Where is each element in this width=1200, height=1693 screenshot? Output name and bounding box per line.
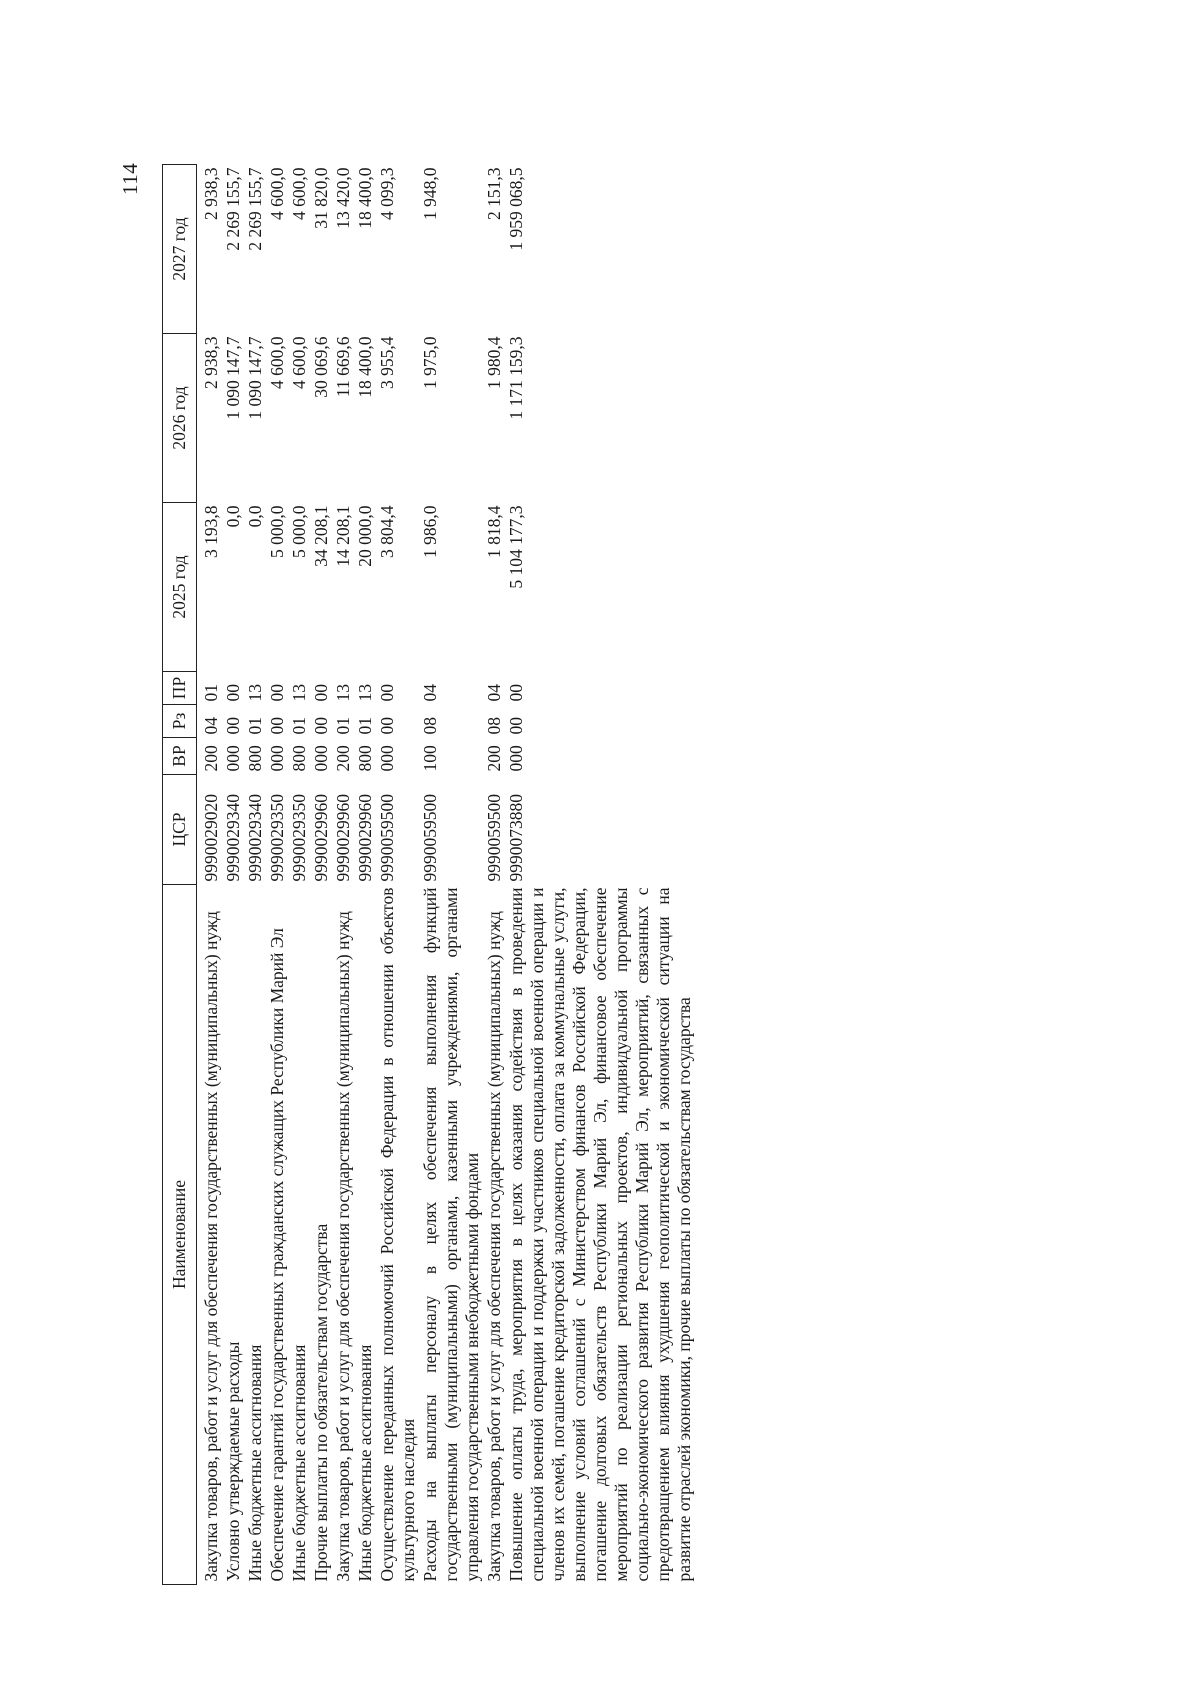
row-vr: 000 <box>506 745 526 772</box>
row-vr: 800 <box>355 745 375 772</box>
row-name: Повышение оплаты труда, мероприятия в целях оказания содействия в проведении специальной военной операции и поддержки участников специальной военной операции и членов их семей, погашение кредиторской задолженности, оплата за коммунальные услуги, выполнение условий соглашений с Министерством финансов Российской Федерации, погашение долговых обязательств Республики Марий Эл, финансовое обеспечение мероприятий по реализации региональных проектов, индивидуальной программы социально-экономического развития Республики Марий Эл, мероприятий, связанных с предотвращением влияния ухудшения геополитической и экономической ситуации на развитие отраслей экономики, прочие выплаты по обязательствам государства <box>506 887 694 1582</box>
row-pr: 00 <box>223 684 243 702</box>
row-2025: 5 104 177,3 <box>506 505 526 589</box>
header-csr: ЦСР <box>163 775 197 885</box>
row-rz: 00 <box>506 717 526 735</box>
table-row <box>354 165 376 1585</box>
row-pr: 13 <box>333 684 353 702</box>
row-csr: 9990059500 <box>377 794 397 882</box>
row-vr: 000 <box>223 745 243 772</box>
row-rz: 01 <box>289 717 309 735</box>
row-2025: 20 000,0 <box>355 505 375 567</box>
row-vr: 200 <box>201 745 221 772</box>
row-csr: 9990059500 <box>420 794 440 882</box>
row-2027: 13 420,0 <box>333 167 353 229</box>
row-2025: 34 208,1 <box>311 505 331 567</box>
header-rz: Рз <box>163 705 197 738</box>
row-rz: 00 <box>377 717 397 735</box>
row-vr: 000 <box>267 745 287 772</box>
row-2027: 2 151,3 <box>484 167 504 220</box>
table-header <box>163 165 197 1585</box>
row-pr: 13 <box>355 684 375 702</box>
row-2027: 1 948,0 <box>420 167 440 220</box>
table-row <box>310 165 332 1585</box>
row-2026: 4 600,0 <box>267 336 287 389</box>
row-2025: 3 193,8 <box>201 505 221 558</box>
row-csr: 9990029340 <box>245 794 265 882</box>
table-row <box>244 165 266 1585</box>
row-rz: 08 <box>420 717 440 735</box>
table-row <box>332 165 354 1585</box>
row-name: Иные бюджетные ассигнования <box>245 1344 265 1582</box>
row-pr: 13 <box>245 684 265 702</box>
row-name: Обеспечение гарантий государственных гражданских служащих Республики Марий Эл <box>267 928 287 1582</box>
row-name: Иные бюджетные ассигнования <box>289 1344 309 1582</box>
row-csr: 9990029960 <box>333 794 353 882</box>
row-pr: 04 <box>420 684 440 702</box>
row-2025: 5 000,0 <box>289 505 309 558</box>
row-csr: 9990029350 <box>289 794 309 882</box>
header-2026: 2026 год <box>163 334 197 503</box>
row-pr: 00 <box>377 684 397 702</box>
row-2026: 1 090 147,7 <box>223 336 243 420</box>
row-csr: 9990029960 <box>311 794 331 882</box>
row-csr: 9990073880 <box>506 794 526 882</box>
row-pr: 00 <box>267 684 287 702</box>
row-2025: 5 000,0 <box>267 505 287 558</box>
row-name: Осуществление переданных полномочий Российской Федерации в отношении объектов культурного наследия <box>377 887 418 1582</box>
row-name: Закупка товаров, работ и услуг для обеспечения государственных (муниципальных) нужд <box>333 911 353 1582</box>
row-2025: 14 208,1 <box>333 505 353 567</box>
header-2025: 2025 год <box>163 503 197 672</box>
row-vr: 200 <box>484 745 504 772</box>
header-pr: ПР <box>163 672 197 705</box>
rotated-page-content <box>118 162 1042 1585</box>
budget-table <box>162 164 695 1585</box>
table-row <box>197 165 223 1585</box>
row-2025: 0,0 <box>245 505 265 528</box>
row-rz: 04 <box>201 717 221 735</box>
header-2027: 2027 год <box>163 165 197 334</box>
header-vr: ВР <box>163 738 197 775</box>
row-2027: 31 820,0 <box>311 167 331 229</box>
table-row <box>266 165 288 1585</box>
row-rz: 00 <box>267 717 287 735</box>
row-vr: 100 <box>420 745 440 772</box>
row-rz: 01 <box>245 717 265 735</box>
row-rz: 01 <box>355 717 375 735</box>
row-csr: 9990059500 <box>484 794 504 882</box>
row-2025: 0,0 <box>223 505 243 528</box>
row-2025: 1 986,0 <box>420 505 440 558</box>
table-row <box>376 165 419 1585</box>
row-vr: 000 <box>377 745 397 772</box>
row-rz: 01 <box>333 717 353 735</box>
row-pr: 00 <box>311 684 331 702</box>
row-name: Расходы на выплаты персоналу в целях обеспечения выполнения функций государственными (муниципальными) органами, казенными учреждениями, органами управления государственными внебюджетными фондами <box>420 887 482 1582</box>
row-name: Закупка товаров, работ и услуг для обеспечения государственных (муниципальных) нужд <box>201 911 221 1582</box>
row-2027: 2 938,3 <box>201 167 221 220</box>
row-pr: 13 <box>289 684 309 702</box>
table-row <box>483 165 505 1585</box>
row-2027: 1 959 068,5 <box>506 167 526 251</box>
row-2027: 4 600,0 <box>289 167 309 220</box>
row-2026: 1 090 147,7 <box>245 336 265 420</box>
row-2027: 4 099,3 <box>377 167 397 220</box>
row-vr: 800 <box>289 745 309 772</box>
table-row <box>288 165 310 1585</box>
row-2025: 1 818,4 <box>484 505 504 558</box>
row-2026: 3 955,4 <box>377 336 397 389</box>
row-pr: 01 <box>201 684 221 702</box>
header-row <box>163 165 197 1585</box>
row-2026: 1 171 159,3 <box>506 336 526 420</box>
row-rz: 08 <box>484 717 504 735</box>
table-row <box>419 165 483 1585</box>
row-name: Условно утверждаемые расходы <box>223 1341 243 1582</box>
row-csr: 9990029350 <box>267 794 287 882</box>
row-name: Иные бюджетные ассигнования <box>355 1344 375 1582</box>
header-name: Наименование <box>163 885 197 1585</box>
row-2027: 18 400,0 <box>355 167 375 229</box>
table-body <box>197 165 696 1585</box>
table-row <box>505 165 695 1585</box>
page-number: 114 <box>118 162 142 195</box>
row-vr: 000 <box>311 745 331 772</box>
row-2026: 1 975,0 <box>420 336 440 389</box>
row-rz: 00 <box>311 717 331 735</box>
row-2026: 11 669,6 <box>333 336 353 398</box>
row-2027: 4 600,0 <box>267 167 287 220</box>
row-2027: 2 269 155,7 <box>245 167 265 251</box>
table-row <box>222 165 244 1585</box>
row-rz: 00 <box>223 717 243 735</box>
row-2025: 3 804,4 <box>377 505 397 558</box>
row-2026: 4 600,0 <box>289 336 309 389</box>
row-2026: 18 400,0 <box>355 336 375 398</box>
row-csr: 9990029960 <box>355 794 375 882</box>
row-name: Прочие выплаты по обязательствам государства <box>311 1223 331 1582</box>
row-vr: 800 <box>245 745 265 772</box>
row-vr: 200 <box>333 745 353 772</box>
row-csr: 9990029020 <box>201 794 221 882</box>
row-pr: 04 <box>484 684 504 702</box>
row-pr: 00 <box>506 684 526 702</box>
row-2026: 1 980,4 <box>484 336 504 389</box>
row-csr: 9990029340 <box>223 794 243 882</box>
row-2026: 30 069,6 <box>311 336 331 398</box>
row-name: Закупка товаров, работ и услуг для обеспечения государственных (муниципальных) нужд <box>484 911 504 1582</box>
row-2027: 2 269 155,7 <box>223 167 243 251</box>
row-2026: 2 938,3 <box>201 336 221 389</box>
